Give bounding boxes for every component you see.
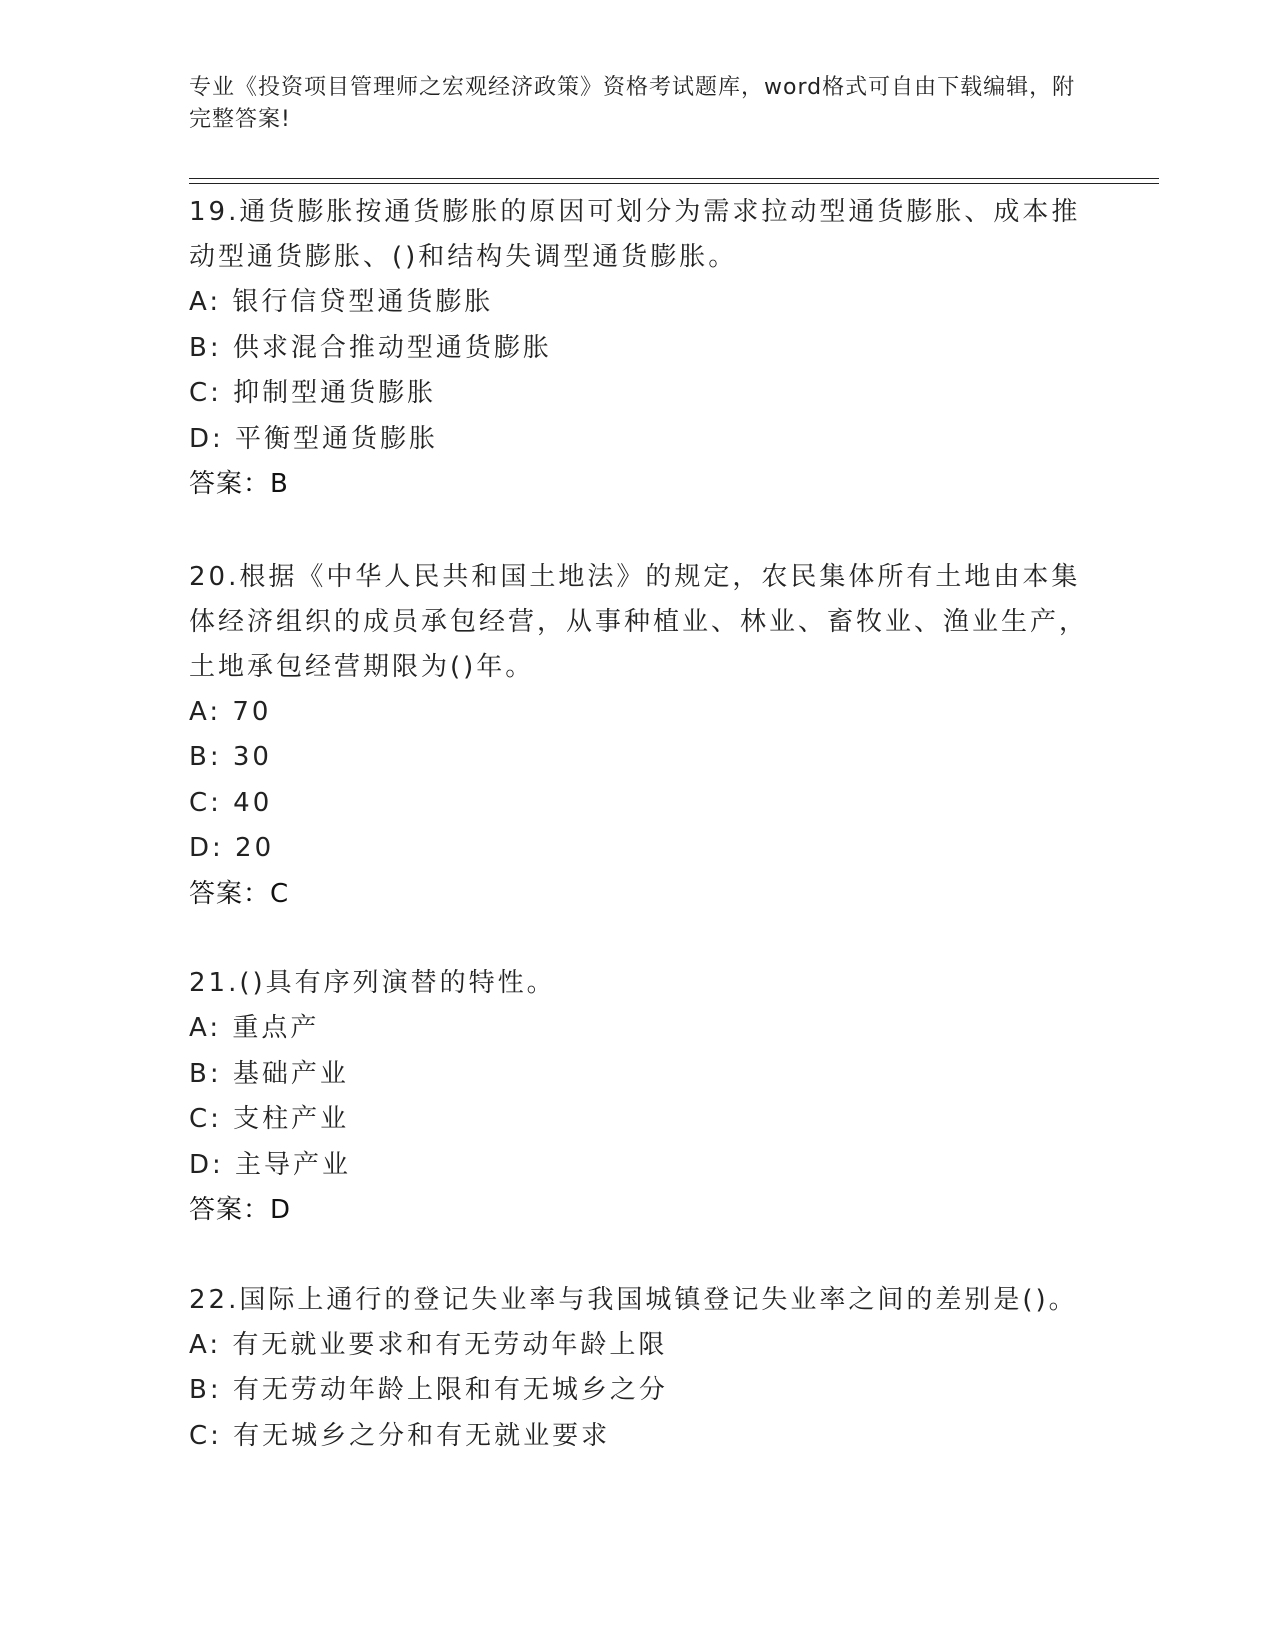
question-text: 20.根据《中华人民共和国土地法》的规定，农民集体所有土地由本集体经济组织的成员承包经营，从事种植业、林业、畜牧业、渔业生产，土地承包经营期限为()年。	[189, 561, 1089, 682]
answer-label: 答案：	[189, 469, 271, 499]
header-divider-bottom	[189, 183, 1159, 184]
question-text: 19.通货膨胀按通货膨胀的原因可划分为需求拉动型通货膨胀、成本推动型通货膨胀、()和结构失调型通货膨胀。	[189, 197, 1081, 272]
question-21	[189, 961, 1109, 1234]
option-a: A: 有无就业要求和有无劳动年龄上限	[189, 1329, 668, 1360]
question-list	[189, 190, 1109, 1459]
option-d: D: 20	[189, 833, 275, 863]
answer-value: D	[270, 1195, 292, 1225]
option-c: C: 40	[189, 787, 273, 818]
option-b: B: 基础产业	[189, 1058, 349, 1089]
option-a: A: 银行信贷型通货膨胀	[189, 287, 494, 317]
answer-line	[189, 462, 1109, 508]
option-d: D: 主导产业	[189, 1149, 352, 1180]
option-b: B: 30	[189, 742, 272, 772]
question-20	[189, 555, 1109, 918]
option-a: A: 重点产	[189, 1013, 320, 1043]
option-b: B: 有无劳动年龄上限和有无城乡之分	[189, 1375, 668, 1405]
question-text: 22.国际上通行的登记失业率与我国城镇登记失业率之间的差别是()。	[189, 1284, 1078, 1315]
option-c: C: 支柱产业	[189, 1104, 350, 1134]
answer-value: C	[270, 878, 290, 909]
spacer	[189, 1234, 1109, 1278]
question-text: 21.()具有序列演替的特性。	[189, 968, 556, 998]
question-19	[189, 190, 1109, 508]
answer-label: 答案：	[189, 878, 271, 909]
question-22	[189, 1278, 1109, 1460]
answer-value: B	[270, 469, 289, 499]
option-d: D: 平衡型通货膨胀	[189, 423, 439, 454]
option-a: A: 70	[189, 696, 272, 727]
answer-line	[189, 1188, 1109, 1234]
option-c: C: 有无城乡之分和有无就业要求	[189, 1420, 611, 1451]
option-c: C: 抑制型通货膨胀	[189, 378, 437, 408]
header-divider-top	[189, 178, 1159, 179]
spacer	[189, 508, 1109, 555]
document-header: 专业《投资项目管理师之宏观经济政策》资格考试题库，word格式可自由下载编辑，附完整答案!	[189, 75, 1076, 132]
answer-line	[189, 872, 1109, 918]
spacer	[189, 917, 1109, 961]
option-b: B: 供求混合推动型通货膨胀	[189, 332, 552, 363]
answer-label: 答案：	[189, 1195, 271, 1225]
